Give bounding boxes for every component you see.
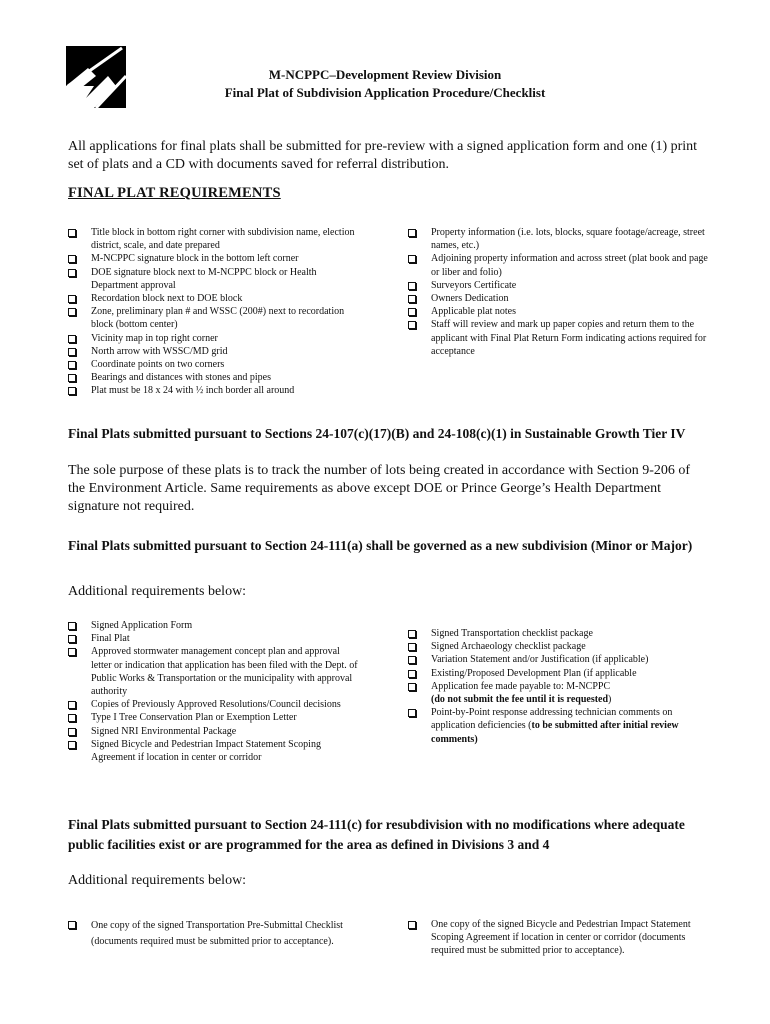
list-item: One copy of the signed Bicycle and Pedestrian Impact Statement Scoping Agreement if location in center or corridor (documents required must be submitted prior to acceptance). (408, 918, 698, 958)
document-title (0, 66, 770, 102)
tier4-text: The sole purpose of these plats is to track the number of lots being created in accordance with Section 9-206 of the Environment Article. Same requirements as above except DOE or Prince George’s Health Department signature not required. (68, 463, 691, 514)
resubdivision-left-list (68, 918, 358, 950)
list-item: Surveyors Certificate (408, 279, 708, 292)
ptp-note: to be submitted after initial review comments) (431, 720, 679, 745)
list-item: North arrow with WSSC/MD grid (68, 345, 358, 358)
requirements-left-list (68, 226, 358, 398)
resubdivision-subheading: Additional requirements below: (68, 873, 247, 888)
tier4-heading: Final Plats submitted pursuant to Sections 24-107(c)(17)(B) and 24-108(c)(1) in Sustainable Growth Tier IV (68, 426, 686, 441)
list-item: One copy of the signed Transportation Pre-Submittal Checklist (documents required must be submitted prior to acceptance). (68, 918, 358, 950)
resubdivision-heading: Final Plats submitted pursuant to Section 24-111(c) for resubdivision with no modifications where adequate public facilities exist or are programmed for the area as defined in Divisions 3 and 4 (68, 817, 685, 852)
fee-text: Application fee made payable to: M-NCPPC (431, 680, 611, 692)
new-subdivision-subheading: Additional requirements below: (68, 584, 247, 599)
list-item: Coordinate points on two corners (68, 358, 358, 371)
requirements-right-list (408, 226, 708, 358)
list-item: Title block in bottom right corner with subdivision name, election district, scale, and date prepared (68, 226, 358, 252)
list-item (408, 680, 708, 706)
list-item: Owners Dedication (408, 292, 708, 305)
list-item: Signed Archaeology checklist package (408, 640, 708, 653)
list-item: Plat must be 18 x 24 with ½ inch border all around (68, 384, 358, 397)
list-item: Variation Statement and/or Justification (if applicable) (408, 653, 708, 666)
list-item: Vicinity map in top right corner (68, 332, 358, 345)
list-item: DOE signature block next to M-NCPPC block or Health Department approval (68, 266, 358, 292)
fee-note: (do not submit the fee until it is requested (431, 694, 609, 706)
list-item: Bearings and distances with stones and pipes (68, 371, 358, 384)
title-line-2: Final Plat of Subdivision Application Procedure/Checklist (224, 85, 546, 100)
title-line-1: M-NCPPC–Development Review Division (268, 67, 502, 82)
list-item: M-NCPPC signature block in the bottom left corner (68, 252, 358, 265)
list-item: Signed Application Form (68, 619, 358, 632)
list-item: Signed Transportation checklist package (408, 627, 708, 640)
list-item: Existing/Proposed Development Plan (if applicable (408, 667, 708, 680)
resubdivision-right-list (408, 918, 698, 958)
requirements-heading: FINAL PLAT REQUIREMENTS (68, 185, 281, 201)
list-item: Copies of Previously Approved Resolutions/Council decisions (68, 698, 358, 711)
new-subdivision-heading: Final Plats submitted pursuant to Section 24-111(a) shall be governed as a new subdivision (Minor or Major) (68, 538, 693, 553)
new-subdivision-right-list (408, 627, 708, 746)
list-item: Final Plat (68, 632, 358, 645)
list-item: Zone, preliminary plan # and WSSC (200#) next to recordation block (bottom center) (68, 305, 358, 331)
list-item: Property information (i.e. lots, blocks, square footage/acreage, street names, etc.) (408, 226, 708, 252)
list-item: Approved stormwater management concept plan and approval letter or indication that application has been filed with the Dept. of Public Works & Transportation or the municipality with approval authority (68, 645, 358, 698)
list-item: Signed Bicycle and Pedestrian Impact Statement Scoping Agreement if location in center or corridor (68, 738, 358, 764)
ptp-text: Point-by-Point response addressing technician comments on application deficiencies ( (431, 707, 673, 732)
list-item: Signed NRI Environmental Package (68, 725, 358, 738)
new-subdivision-left-list (68, 619, 358, 764)
list-item: Applicable plat notes (408, 305, 708, 318)
intro-text: All applications for final plats shall be submitted for pre-review with a signed application form and one (1) print set of plats and a CD with documents saved for referral distribution. (68, 139, 698, 172)
list-item: Recordation block next to DOE block (68, 292, 358, 305)
list-item: Type I Tree Conservation Plan or Exemption Letter (68, 711, 358, 724)
list-item: Staff will review and mark up paper copies and return them to the applicant with Final Plat Return Form indicating actions required for acceptance (408, 318, 708, 358)
fee-note-close: ) (608, 694, 612, 706)
list-item: Adjoining property information and across street (plat book and page or liber and folio) (408, 252, 708, 278)
list-item (408, 706, 708, 746)
